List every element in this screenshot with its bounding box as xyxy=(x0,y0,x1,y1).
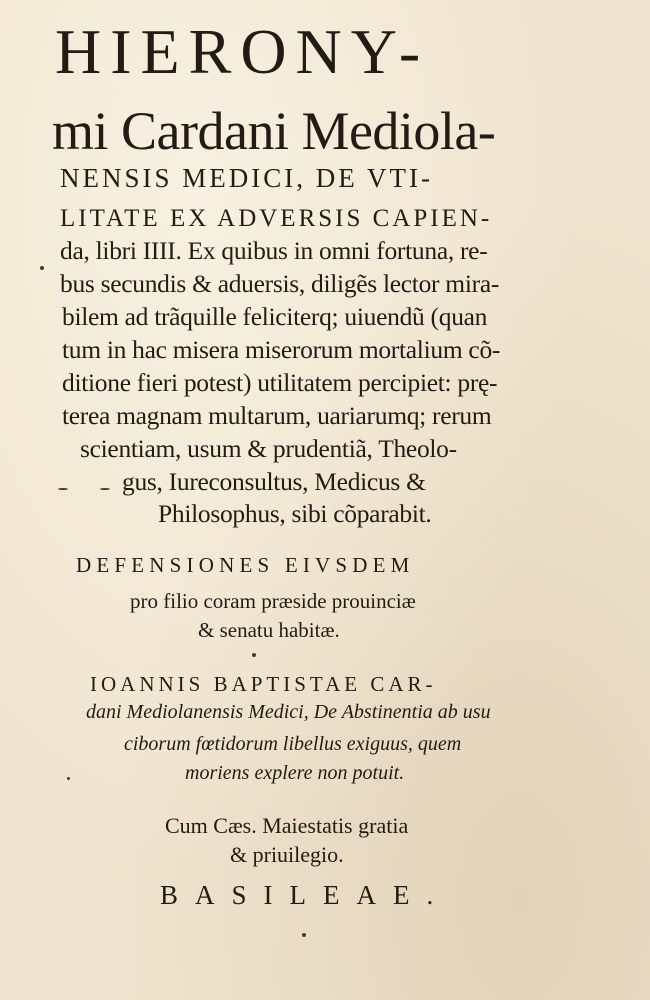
privilege-line-2: & priuilegio. xyxy=(230,842,344,867)
ink-speck xyxy=(58,488,68,490)
defensiones-heading: DEFENSIONES EIVSDEM xyxy=(76,553,415,577)
title-line-3: NENSIS MEDICI, DE VTI- xyxy=(60,163,433,193)
ink-speck xyxy=(40,266,44,270)
title-line: HIERONY- xyxy=(55,16,430,87)
joannis-line-2: ciborum fœtidorum libellus exiguus, quem xyxy=(124,733,462,755)
ink-speck xyxy=(67,777,70,780)
body-line-6: bus secundis & aduersis, diligẽs lector mira- xyxy=(60,269,500,298)
body-line-12: gus, Iureconsultus, Medicus & xyxy=(122,467,426,496)
title-line-4: LITATE EX ADVERSIS CAPIEN- xyxy=(60,205,493,232)
joannis-line-1: dani Mediolanensis Medici, De Abstinentia ab usu xyxy=(86,701,491,723)
body-line-7: bilem ad trãquille feliciterq; uiuendũ (quan xyxy=(62,302,488,331)
defensiones-line-2: & senatu habitæ. xyxy=(198,618,340,642)
body-line-10: terea magnam multarum, uariarumq; rerum xyxy=(62,401,492,430)
body-line-9: ditione fieri potest) utilitatem percipiet: prę- xyxy=(62,368,498,397)
ink-speck xyxy=(252,653,256,657)
joannis-heading: IOANNIS BAPTISTAE CAR- xyxy=(90,672,437,696)
body-line-13: Philosophus, sibi cõparabit. xyxy=(158,499,432,528)
ink-speck xyxy=(302,933,306,937)
author-line: mi Cardani Mediola- xyxy=(52,101,496,161)
body-line-5: da, libri IIII. Ex quibus in omni fortuna, re- xyxy=(60,236,488,265)
defensiones-line-1: pro filio coram præside prouinciæ xyxy=(130,589,416,613)
body-line-11: scientiam, usum & prudentiã, Theolo- xyxy=(80,434,457,463)
privilege-line-1: Cum Cæs. Maiestatis gratia xyxy=(165,813,409,838)
imprint: BASILEAE. xyxy=(160,880,451,910)
joannis-line-3: moriens explere non potuit. xyxy=(185,762,405,784)
ink-speck xyxy=(100,488,110,490)
body-line-8: tum in hac misera miserorum mortalium cõ- xyxy=(62,335,501,364)
